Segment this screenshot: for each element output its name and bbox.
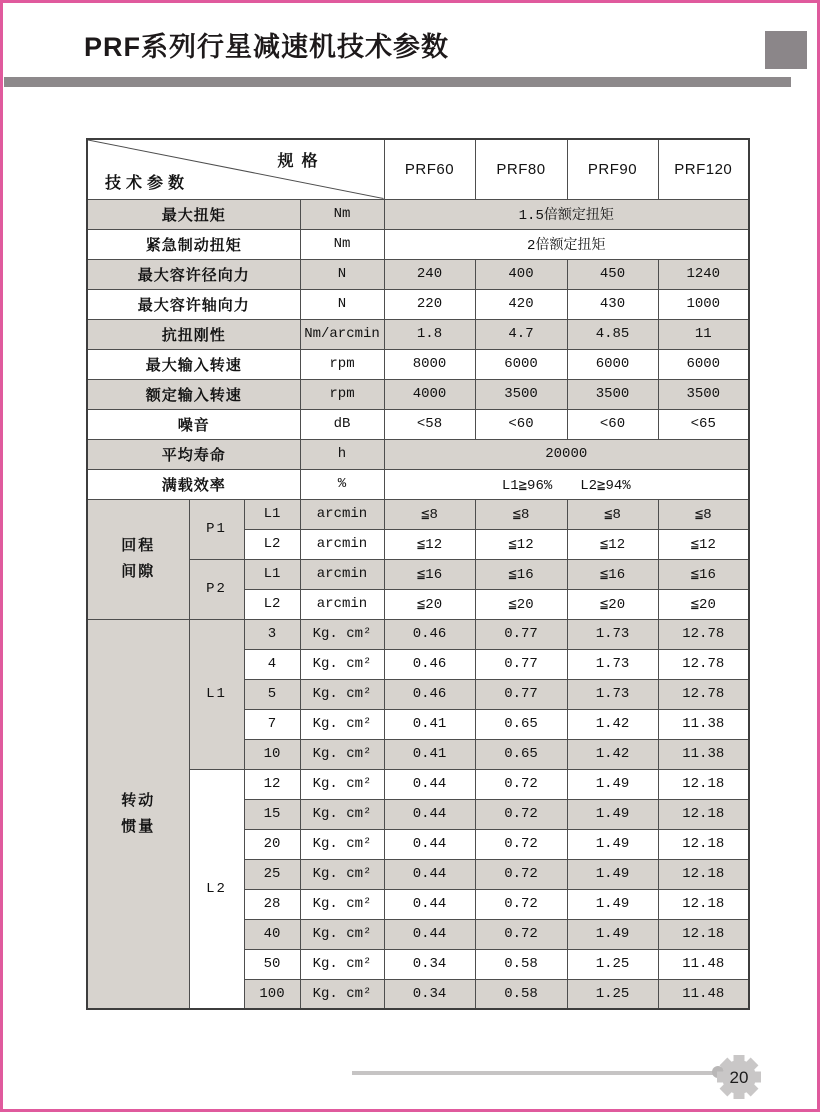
value-cell: ≦12 bbox=[567, 529, 658, 559]
unit-cell: Kg. cm² bbox=[300, 859, 384, 889]
unit-cell: Kg. cm² bbox=[300, 799, 384, 829]
value-cell: 1.49 bbox=[567, 889, 658, 919]
ratio-cell: 28 bbox=[244, 889, 300, 919]
ratio-cell: 40 bbox=[244, 919, 300, 949]
ratio-cell: 5 bbox=[244, 679, 300, 709]
param-label-cell: 满载效率 bbox=[87, 469, 300, 499]
ratio-cell: 4 bbox=[244, 649, 300, 679]
value-cell: 0.46 bbox=[384, 619, 475, 649]
value-cell: 12.78 bbox=[658, 649, 749, 679]
unit-cell: Kg. cm² bbox=[300, 679, 384, 709]
value-cell: 3500 bbox=[658, 379, 749, 409]
value-cell: 0.72 bbox=[475, 919, 567, 949]
value-span-cell: 20000 bbox=[384, 439, 749, 469]
value-cell: 1.73 bbox=[567, 679, 658, 709]
value-cell: 450 bbox=[567, 259, 658, 289]
value-cell: 0.65 bbox=[475, 739, 567, 769]
value-cell: 8000 bbox=[384, 349, 475, 379]
unit-cell: Nm bbox=[300, 199, 384, 229]
param-label-cell: 最大扭矩 bbox=[87, 199, 300, 229]
value-cell: 0.34 bbox=[384, 979, 475, 1009]
value-cell: ≦20 bbox=[384, 589, 475, 619]
value-cell: 0.44 bbox=[384, 919, 475, 949]
value-cell: 12.78 bbox=[658, 679, 749, 709]
value-cell: 4.7 bbox=[475, 319, 567, 349]
value-cell: <65 bbox=[658, 409, 749, 439]
unit-cell: Kg. cm² bbox=[300, 919, 384, 949]
diagonal-label-params: 技术参数 bbox=[105, 174, 190, 192]
value-cell: <58 bbox=[384, 409, 475, 439]
value-cell: <60 bbox=[567, 409, 658, 439]
value-cell: 0.46 bbox=[384, 679, 475, 709]
unit-cell: arcmin bbox=[300, 559, 384, 589]
unit-cell: Kg. cm² bbox=[300, 769, 384, 799]
value-cell: 1.25 bbox=[567, 979, 658, 1009]
value-cell: 0.72 bbox=[475, 829, 567, 859]
unit-cell: arcmin bbox=[300, 499, 384, 529]
page-number: 20 bbox=[729, 1068, 749, 1087]
ratio-cell: 20 bbox=[244, 829, 300, 859]
unit-cell: % bbox=[300, 469, 384, 499]
value-cell: 0.72 bbox=[475, 799, 567, 829]
value-cell: 11 bbox=[658, 319, 749, 349]
value-cell: 0.41 bbox=[384, 709, 475, 739]
unit-cell: Kg. cm² bbox=[300, 739, 384, 769]
stage-group-cell: L2 bbox=[189, 769, 244, 1009]
param-label-cell: 抗扭刚性 bbox=[87, 319, 300, 349]
stage-cell: L1 bbox=[244, 499, 300, 529]
value-span-cell: 2倍额定扭矩 bbox=[384, 229, 749, 259]
value-cell: <60 bbox=[475, 409, 567, 439]
unit-cell: Nm bbox=[300, 229, 384, 259]
stage-cell: L2 bbox=[244, 589, 300, 619]
param-label-cell: 最大容许轴向力 bbox=[87, 289, 300, 319]
title-underline-bar bbox=[4, 77, 791, 87]
value-cell: 240 bbox=[384, 259, 475, 289]
inertia-group-label: 转动 惯量 bbox=[87, 619, 189, 1009]
unit-cell: N bbox=[300, 259, 384, 289]
value-cell: 1.8 bbox=[384, 319, 475, 349]
column-header-prf120: PRF120 bbox=[658, 139, 749, 199]
unit-cell: dB bbox=[300, 409, 384, 439]
value-span-cell: 1.5倍额定扭矩 bbox=[384, 199, 749, 229]
param-label-cell: 额定输入转速 bbox=[87, 379, 300, 409]
value-cell: 6000 bbox=[658, 349, 749, 379]
ratio-cell: 7 bbox=[244, 709, 300, 739]
value-cell: 4000 bbox=[384, 379, 475, 409]
ratio-cell: 10 bbox=[244, 739, 300, 769]
value-cell: 11.48 bbox=[658, 979, 749, 1009]
param-label-cell: 紧急制动扭矩 bbox=[87, 229, 300, 259]
value-cell: 0.44 bbox=[384, 829, 475, 859]
ratio-cell: 15 bbox=[244, 799, 300, 829]
stage-group-cell: L1 bbox=[189, 619, 244, 769]
value-cell: 430 bbox=[567, 289, 658, 319]
value-cell: ≦12 bbox=[658, 529, 749, 559]
value-cell: 0.46 bbox=[384, 649, 475, 679]
value-cell: 12.18 bbox=[658, 889, 749, 919]
unit-cell: Kg. cm² bbox=[300, 979, 384, 1009]
ratio-cell: 50 bbox=[244, 949, 300, 979]
param-label-cell: 最大容许径向力 bbox=[87, 259, 300, 289]
value-cell: 420 bbox=[475, 289, 567, 319]
ratio-cell: 100 bbox=[244, 979, 300, 1009]
unit-cell: Kg. cm² bbox=[300, 889, 384, 919]
value-cell: 0.72 bbox=[475, 769, 567, 799]
value-cell: 1.73 bbox=[567, 619, 658, 649]
value-cell: 400 bbox=[475, 259, 567, 289]
value-cell: 0.34 bbox=[384, 949, 475, 979]
value-cell: 1.49 bbox=[567, 769, 658, 799]
value-cell: 12.18 bbox=[658, 919, 749, 949]
column-header-prf60: PRF60 bbox=[384, 139, 475, 199]
value-cell: 1.49 bbox=[567, 919, 658, 949]
stage-cell: L1 bbox=[244, 559, 300, 589]
unit-cell: N bbox=[300, 289, 384, 319]
param-label-cell: 最大输入转速 bbox=[87, 349, 300, 379]
value-cell: 0.77 bbox=[475, 649, 567, 679]
unit-cell: h bbox=[300, 439, 384, 469]
value-cell: ≦20 bbox=[567, 589, 658, 619]
diagonal-label-spec: 规格 bbox=[277, 153, 326, 170]
unit-cell: Kg. cm² bbox=[300, 949, 384, 979]
value-cell: 220 bbox=[384, 289, 475, 319]
param-label-cell: 噪音 bbox=[87, 409, 300, 439]
unit-cell: rpm bbox=[300, 379, 384, 409]
value-cell: 0.72 bbox=[475, 859, 567, 889]
page-number-gear-icon bbox=[715, 1053, 763, 1101]
ratio-cell: 25 bbox=[244, 859, 300, 889]
column-header-prf90: PRF90 bbox=[567, 139, 658, 199]
value-cell: 0.72 bbox=[475, 889, 567, 919]
value-cell: ≦16 bbox=[475, 559, 567, 589]
precision-grade-cell: P2 bbox=[189, 559, 244, 619]
value-cell: ≦16 bbox=[658, 559, 749, 589]
unit-cell: Nm/arcmin bbox=[300, 319, 384, 349]
value-cell: 12.18 bbox=[658, 769, 749, 799]
spec-table-container bbox=[86, 138, 748, 1010]
value-cell: 11.38 bbox=[658, 739, 749, 769]
value-cell: ≦8 bbox=[567, 499, 658, 529]
value-cell: 0.41 bbox=[384, 739, 475, 769]
value-cell: 12.18 bbox=[658, 799, 749, 829]
value-cell: 12.78 bbox=[658, 619, 749, 649]
value-cell: ≦20 bbox=[658, 589, 749, 619]
value-cell: 1.73 bbox=[567, 649, 658, 679]
value-cell: 1.25 bbox=[567, 949, 658, 979]
ratio-cell: 3 bbox=[244, 619, 300, 649]
value-span-cell: L1≧96% L2≧94% bbox=[384, 469, 749, 499]
value-cell: 0.44 bbox=[384, 859, 475, 889]
unit-cell: Kg. cm² bbox=[300, 649, 384, 679]
unit-cell: rpm bbox=[300, 349, 384, 379]
value-cell: 1.49 bbox=[567, 829, 658, 859]
value-cell: ≦16 bbox=[567, 559, 658, 589]
value-cell: 0.58 bbox=[475, 949, 567, 979]
value-cell: 1240 bbox=[658, 259, 749, 289]
value-cell: ≦8 bbox=[384, 499, 475, 529]
footer-rule-line bbox=[352, 1071, 718, 1075]
value-cell: ≦8 bbox=[658, 499, 749, 529]
value-cell: 1.42 bbox=[567, 739, 658, 769]
value-cell: 1.49 bbox=[567, 859, 658, 889]
value-cell: 3500 bbox=[475, 379, 567, 409]
value-cell: ≦12 bbox=[475, 529, 567, 559]
value-cell: 0.77 bbox=[475, 679, 567, 709]
spec-table bbox=[86, 138, 750, 1010]
unit-cell: arcmin bbox=[300, 589, 384, 619]
backlash-group-label: 回程 间隙 bbox=[87, 499, 189, 619]
value-cell: 4.85 bbox=[567, 319, 658, 349]
value-cell: 0.58 bbox=[475, 979, 567, 1009]
value-cell: 6000 bbox=[475, 349, 567, 379]
column-header-prf80: PRF80 bbox=[475, 139, 567, 199]
value-cell: 1.42 bbox=[567, 709, 658, 739]
value-cell: ≦20 bbox=[475, 589, 567, 619]
value-cell: 0.44 bbox=[384, 799, 475, 829]
value-cell: 1000 bbox=[658, 289, 749, 319]
stage-cell: L2 bbox=[244, 529, 300, 559]
value-cell: ≦12 bbox=[384, 529, 475, 559]
value-cell: 3500 bbox=[567, 379, 658, 409]
value-cell: 1.49 bbox=[567, 799, 658, 829]
value-cell: 0.44 bbox=[384, 769, 475, 799]
value-cell: 0.77 bbox=[475, 619, 567, 649]
value-cell: 11.38 bbox=[658, 709, 749, 739]
value-cell: 12.18 bbox=[658, 829, 749, 859]
value-cell: 11.48 bbox=[658, 949, 749, 979]
value-cell: 0.44 bbox=[384, 889, 475, 919]
unit-cell: arcmin bbox=[300, 529, 384, 559]
page-title: PRF系列行星减速机技术参数 bbox=[84, 32, 449, 62]
value-cell: ≦8 bbox=[475, 499, 567, 529]
unit-cell: Kg. cm² bbox=[300, 619, 384, 649]
precision-grade-cell: P1 bbox=[189, 499, 244, 559]
value-cell: 12.18 bbox=[658, 859, 749, 889]
corner-decoration-square bbox=[765, 31, 807, 69]
diagonal-header-cell bbox=[87, 139, 384, 199]
ratio-cell: 12 bbox=[244, 769, 300, 799]
value-cell: 0.65 bbox=[475, 709, 567, 739]
unit-cell: Kg. cm² bbox=[300, 829, 384, 859]
param-label-cell: 平均寿命 bbox=[87, 439, 300, 469]
unit-cell: Kg. cm² bbox=[300, 709, 384, 739]
value-cell: 6000 bbox=[567, 349, 658, 379]
value-cell: ≦16 bbox=[384, 559, 475, 589]
